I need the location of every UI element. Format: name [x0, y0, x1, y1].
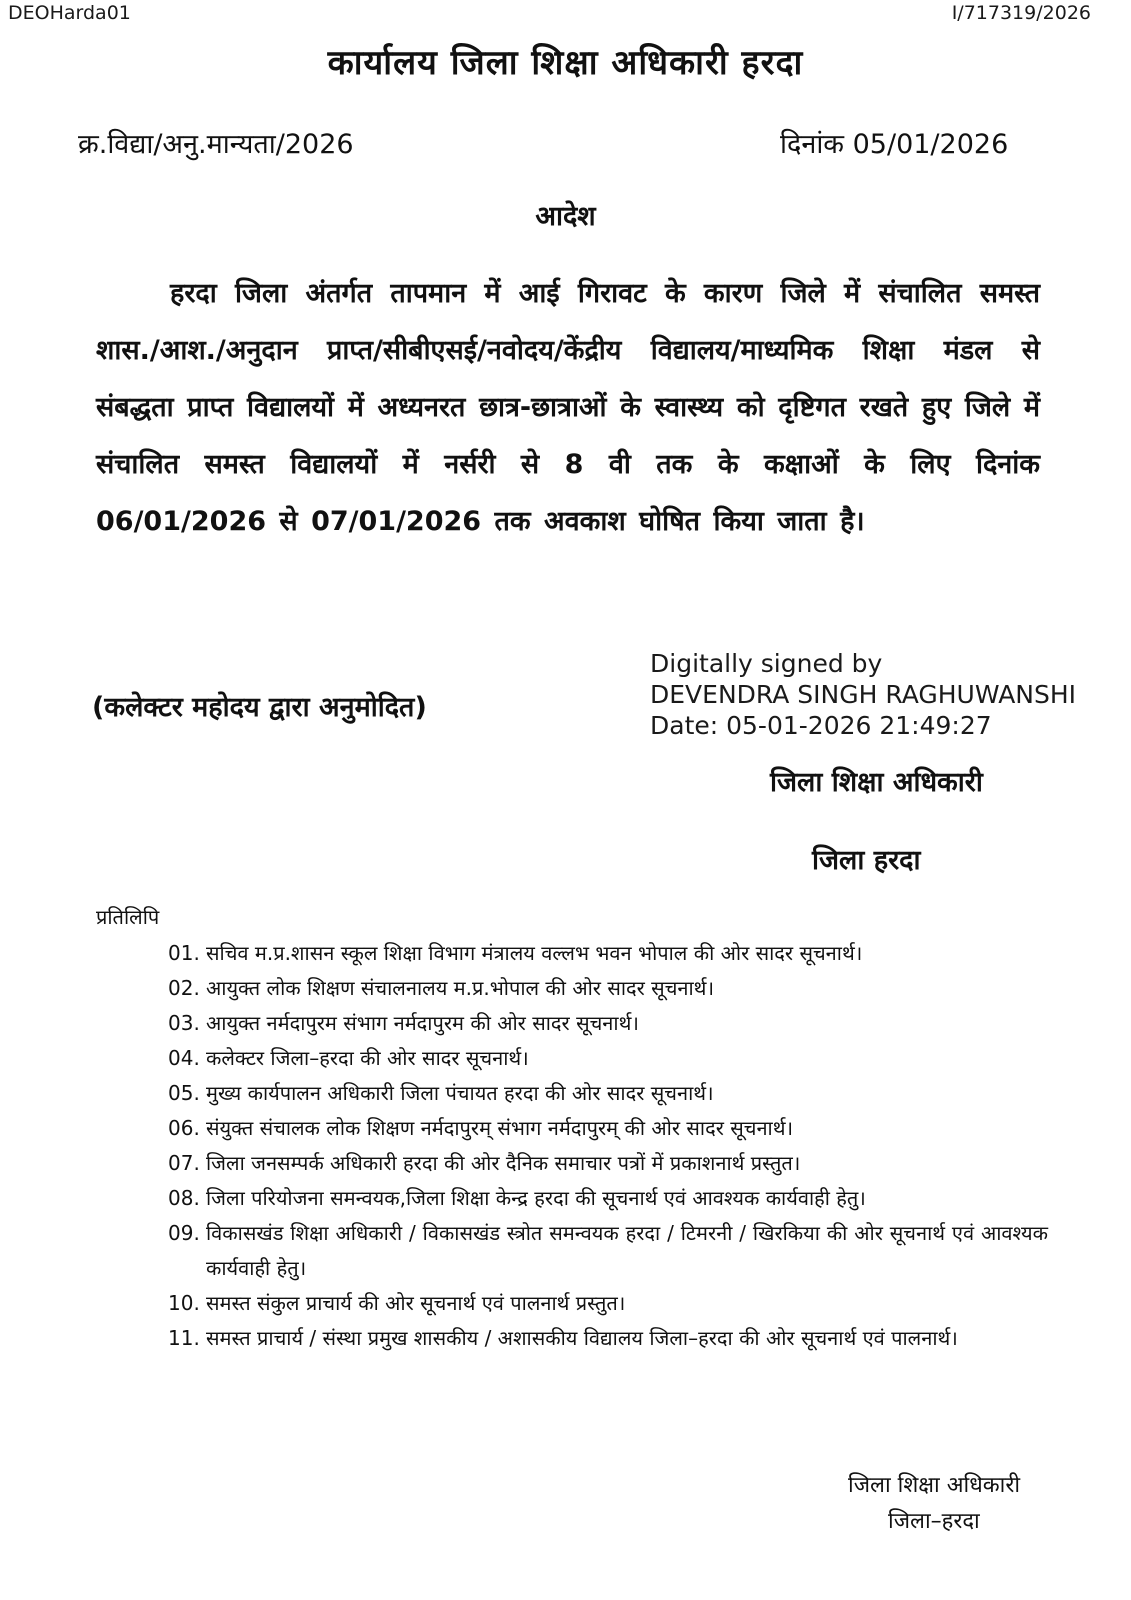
list-item-number: 11. — [168, 1326, 200, 1350]
list-item-text: आयुक्त नर्मदापुरम संभाग नर्मदापुरम की ओर सादर सूचनार्थ। — [206, 1011, 639, 1035]
list-item-number: 10. — [168, 1291, 200, 1315]
digital-signature-line: Digitally signed by — [650, 649, 883, 678]
list-item — [168, 936, 1048, 971]
list-item-text: कलेक्टर जिला–हरदा की ओर सादर सूचनार्थ। — [206, 1046, 529, 1070]
digital-signature-signer: DEVENDRA SINGH RAGHUWANSHI — [650, 680, 1077, 709]
list-item-text: विकासखंड शिक्षा अधिकारी / विकासखंड स्त्रोत समन्वयक हरदा / टिमरनी / खिरकिया की ओर सूचनार्थ एवं आवश्यक कार्यवाही हेतु। — [206, 1221, 1048, 1280]
list-item-text: समस्त संकुल प्राचार्य की ओर सूचनार्थ एवं पालनार्थ प्रस्तुत। — [206, 1291, 626, 1315]
list-item-number: 04. — [168, 1046, 200, 1070]
reference-date: दिनांक 05/01/2026 — [780, 129, 1009, 160]
order-heading: आदेश — [535, 201, 596, 232]
signatory-district: जिला हरदा — [812, 845, 921, 876]
list-item-number: 02. — [168, 976, 200, 1000]
list-item-text: आयुक्त लोक शिक्षण संचालनालय म.प्र.भोपाल की ओर सादर सूचनार्थ। — [206, 976, 715, 1000]
list-item — [168, 1216, 1048, 1286]
list-item — [168, 1041, 1048, 1076]
list-item-text: समस्त प्राचार्य / संस्था प्रमुख शासकीय / अशासकीय विद्यालय जिला–हरदा की ओर सूचनार्थ एवं पालनार्थ। — [206, 1326, 958, 1350]
footer-signatory-district: जिला–हरदा — [888, 1509, 980, 1534]
list-item-text: जिला परियोजना समन्वयक,जिला शिक्षा केन्द्र हरदा की सूचनार्थ एवं आवश्यक कार्यवाही हेतु। — [206, 1186, 866, 1210]
list-item-number: 05. — [168, 1081, 200, 1105]
list-item-text: मुख्य कार्यपालन अधिकारी जिला पंचायत हरदा की ओर सादर सूचनार्थ। — [206, 1081, 714, 1105]
list-item — [168, 1076, 1048, 1111]
copy-to-label: प्रतिलिपि — [96, 905, 160, 929]
list-item-number: 08. — [168, 1186, 200, 1210]
list-item-number: 03. — [168, 1011, 200, 1035]
digital-signature-date: Date: 05-01-2026 21:49:27 — [650, 711, 992, 740]
reference-number: क्र.विद्या/अनु.मान्यता/2026 — [78, 129, 354, 160]
list-item-number: 09. — [168, 1221, 200, 1245]
list-item — [168, 1286, 1048, 1321]
list-item — [168, 1111, 1048, 1146]
list-item-number: 06. — [168, 1116, 200, 1140]
footer-signatory-designation: जिला शिक्षा अधिकारी — [848, 1473, 1021, 1498]
copy-to-list — [168, 936, 1048, 1356]
list-item-number: 01. — [168, 941, 200, 965]
list-item-text: संयुक्त संचालक लोक शिक्षण नर्मदापुरम् संभाग नर्मदापुरम् की ओर सादर सूचनार्थ। — [206, 1116, 794, 1140]
list-item — [168, 1006, 1048, 1041]
office-title: कार्यालय जिला शिक्षा अधिकारी हरदा — [327, 43, 804, 83]
list-item-text: सचिव म.प्र.शासन स्कूल शिक्षा विभाग मंत्रालय वल्लभ भवन भोपाल की ओर सादर सूचनार्थ। — [206, 941, 863, 965]
document-code-left: DEOHarda01 — [8, 2, 131, 24]
order-body: हरदा जिला अंतर्गत तापमान में आई गिरावट के कारण जिले में संचालित समस्त शास./आश./अनुदान प्राप्त/सीबीएसई/नवोदय/केंद्रीय विद्यालय/माध्यमिक शिक्षा मंडल से संबद्धता प्राप्त विद्यालयों में अध्यनरत छात्र-छात्राओं के स्वास्थ्य को दृष्टिगत रखते हुए जिले में संचालित समस्त विद्यालयों में नर्सरी से 8 वी तक के कक्षाओं के लिए दिनांक 06/01/2026 से 07/01/2026 तक अवकाश घोषित किया जाता है। — [96, 278, 1040, 537]
document-code-right: I/717319/2026 — [951, 2, 1091, 24]
list-item — [168, 971, 1048, 1006]
digital-signature-block — [650, 648, 1076, 741]
signatory-designation: जिला शिक्षा अधिकारी — [770, 767, 983, 798]
list-item — [168, 1321, 1048, 1356]
approval-note: (कलेक्टर महोदय द्वारा अनुमोदित) — [92, 692, 427, 723]
list-item-text: जिला जनसम्पर्क अधिकारी हरदा की ओर दैनिक समाचार पत्रों में प्रकाशनार्थ प्रस्तुत। — [206, 1151, 801, 1175]
list-item-number: 07. — [168, 1151, 200, 1175]
list-item — [168, 1181, 1048, 1216]
list-item — [168, 1146, 1048, 1181]
